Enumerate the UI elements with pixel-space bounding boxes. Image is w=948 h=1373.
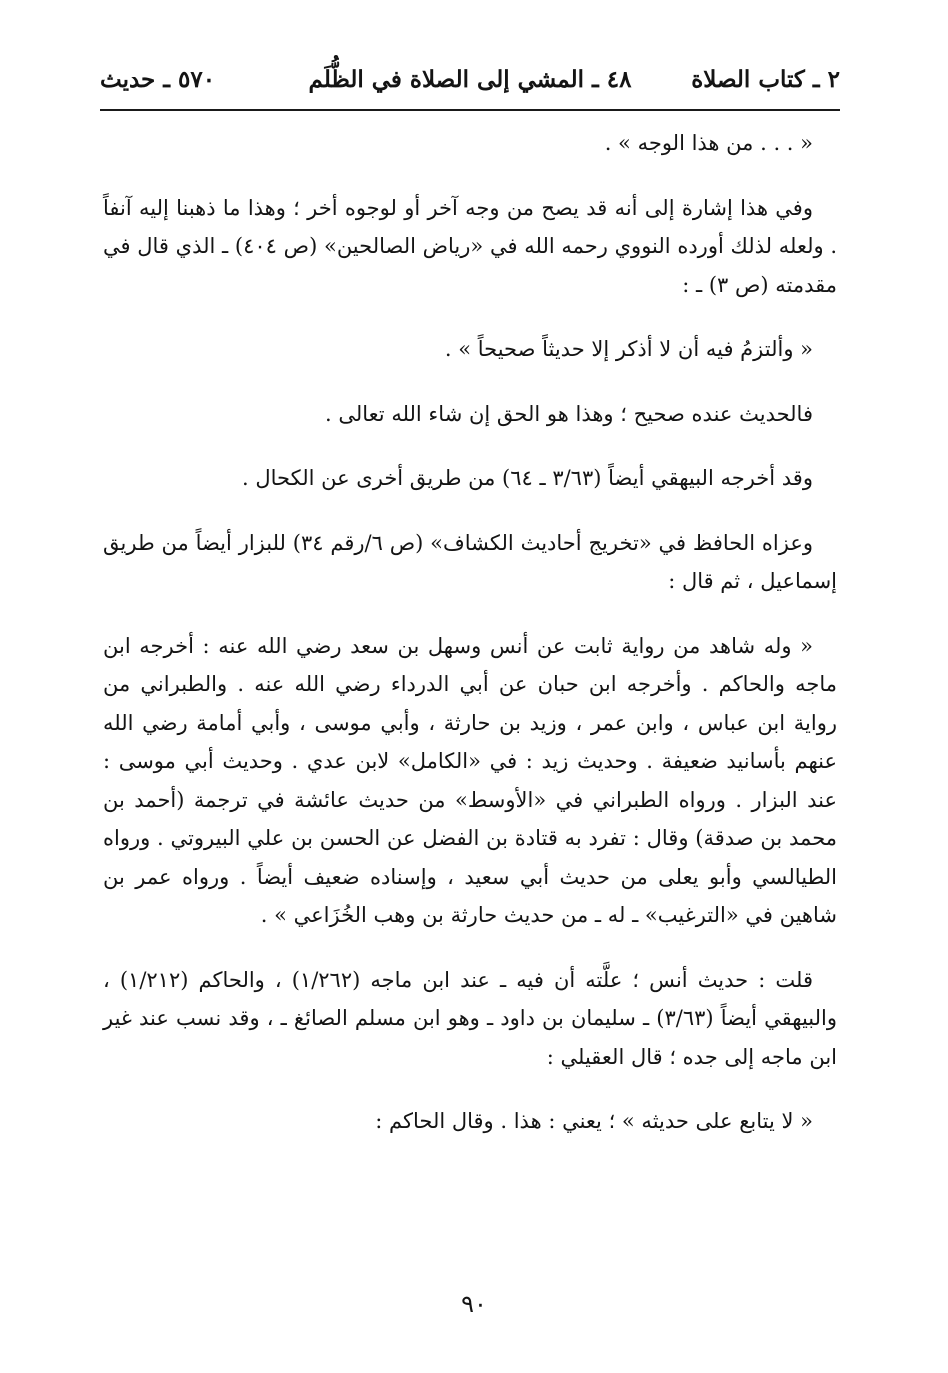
page-body bbox=[103, 124, 837, 1141]
header-book-title: ٢ ـ كتاب الصلاة bbox=[691, 66, 840, 93]
running-header bbox=[100, 66, 840, 100]
paragraph-bayhaqi: وقد أخرجه البيهقي أيضاً (٣/٦٣ ـ ٦٤) من طريق أخرى عن الكحال . bbox=[242, 466, 813, 490]
paragraph-hafiz: وعزاه الحافظ في «تخريج أحاديث الكشاف» (ص ٦/رقم ٣٤) للبزار أيضاً من طريق إسماعيل ، ثم قال : bbox=[103, 530, 837, 593]
quote-nawawi: « وألتزمُ فيه أن لا أذكر إلا حديثاً صحيحاً » . bbox=[444, 337, 813, 361]
page-number: ٩٠ bbox=[461, 1290, 487, 1318]
paragraph-indication: وفي هذا إشارة إلى أنه قد يصح من وجه آخر أو لوجوه أخر ؛ وهذا ما ذهبنا إليه آنفاً . ولعله لذلك أورده النووي رحمه الله في «رياض الصالحين» (ص ٤٠٤) ـ الذي قال في مقدمته (ص ٣) ـ : bbox=[103, 195, 837, 297]
quote-fragment: « . . . من هذا الوجه » . bbox=[604, 131, 813, 155]
header-hadith-number: ٥٧٠ ـ حديث bbox=[100, 66, 216, 93]
paragraph-ruling: فالحديث عنده صحيح ؛ وهذا هو الحق إن شاء الله تعالى . bbox=[325, 401, 813, 426]
header-divider bbox=[100, 109, 840, 111]
quote-witnesses: « وله شاهد من رواية ثابت عن أنس وسهل بن سعد رضي الله عنه : أخرجه ابن ماجه والحاكم . وأخرجه ابن حبان عن أبي الدرداء رضي الله عنه . والطبراني من رواية ابن عباس ، وابن عمر ، وزيد بن حارثة ، وأبي موسى ، وأبي أمامة رضي الله عنهم بأسانيد ضعيفة . وحديث زيد : في «الكامل» لابن عدي . وحديث أبي موسى : عند البزار . ورواه الطبراني في «الأوسط» من حديث عائشة في ترجمة (أحمد بن محمد بن صدقة) وقال : تفرد به قتادة بن الفضل عن الحسن بن علي البيروتي . ورواه الطيالسي وأبو يعلى من حديث أبي سعيد ، وإسناده ضعيف أيضاً . ورواه عمر بن شاهين في «الترغيب» ـ له ـ من حديث حارثة بن وهب الخُزَاعي » . bbox=[103, 633, 837, 927]
paragraph-anas-defect: قلت : حديث أنس ؛ علَّته أن فيه ـ عند ابن ماجه (١/٢٦٢) ، والحاكم (١/٢١٢) ، والبيهقي أيضاً (٣/٦٣) ـ سليمان بن داود ـ وهو ابن مسلم الصائغ ـ ، وقد نسب عند غير ابن ماجه إلى جده ؛ قال العقيلي : bbox=[103, 967, 837, 1069]
header-chapter-title: ٤٨ ـ المشي إلى الصلاة في الظُّلَم bbox=[308, 66, 632, 93]
quote-uqayli: « لا يتابع على حديثه » ؛ يعني : هذا . وقال الحاكم : bbox=[375, 1109, 813, 1133]
